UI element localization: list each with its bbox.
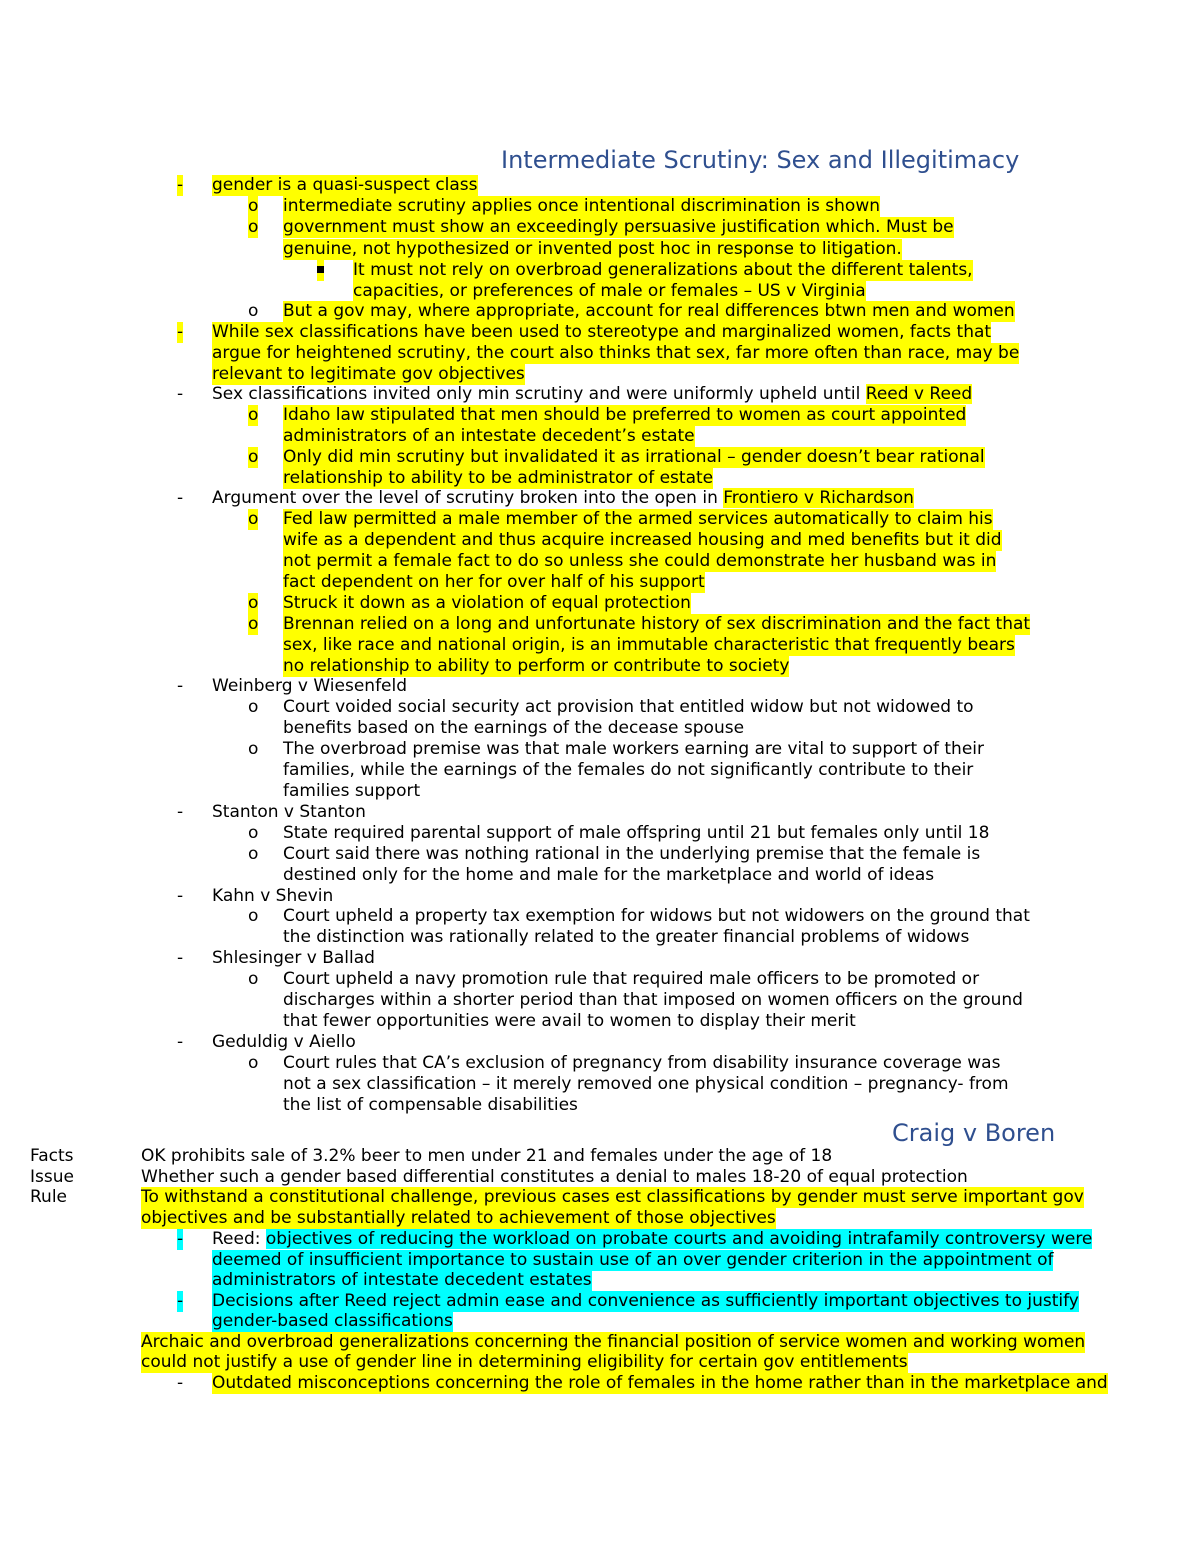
- case-title: Craig v Boren: [892, 1119, 1056, 1147]
- page-title: Intermediate Scrutiny: Sex and Illegitimacy: [501, 146, 1020, 174]
- case-highlight: Frontiero v Richardson: [723, 488, 914, 508]
- case-label: Issue: [30, 1167, 74, 1187]
- case-highlight: Reed v Reed: [865, 384, 973, 404]
- case-label: Rule: [30, 1187, 68, 1207]
- document-page: Intermediate Scrutiny: Sex and Illegitimacy - gender is a quasi-suspect class o intermediate scrutiny applies once intentional discrimination is shown o government must show an exceedingly persuasive justification which. Must be genuine, not hypothesized or invented post hoc in response to litigation. It must not rely on overbroad generalizations about the different talents, capacities, or preferences of male or females – US v Virginia o But a gov may, where appropriate, account for real differences btwn men and women - While sex classifications have been used to stereotype and marginalized women, facts that argue for heightened scrutiny, the court also thinks that sex, far more often than race, may be relevant to legitimate gov objectives - Sex classifications invited only min scrutiny and were uniformly upheld until Reed v Reed o Idaho law stipulated that men should be preferred to women as court appointed administrators of an intestate decedent’s estate o Only did min scrutiny but invalidated it as irrational – gender doesn’t bear rational relationship to ability to be administrator of estate - Argument over the level of scrutiny broken into the open in Frontiero v Richardson o Fed law permitted a male member of the armed services automatically to claim his wife as a dependent and thus acquire increased housing and med benefits but it did not permit a female fact to do so unless she could demonstrate her husband was in fact dependent on her for over half of his support o Struck it down as a violation of equal protection o Brennan relied on a long and unfortunate history of sex discrimination and the fact that sex, like race and national origin, is an immutable characteristic that frequently bears no relationship to ability to perform or contribute to society - Weinberg v Wiesenfeld o Court voided social security act provision that entitled widow but not widowed to benefits based on the earnings of the decease spouse o The overbroad premise was that male workers earning are vital to support of their families, while the earnings of the females do not significantly contribute to their families support - Stanton v Stanton o State required parental support of male offspring until 21 but females only until 18 o Court said there was nothing rational in the underlying premise that the female is destined only for the home and male for the marketplace and world of ideas - Kahn v Shevin o Court upheld a property tax exemption for widows but not widowers on the ground that the distinction was rationally related to the greater financial problems of widows - Shlesinger v Ballad o Court upheld a navy promotion rule that required male officers to be promoted or discharges within a shorter period than that imposed on women officers on the ground that fewer opportunities were avail to women to display their merit - Geduldig v Aiello o Court rules that CA’s exclusion of pregnancy from disability insurance coverage was not a sex classification – it merely removed one physical condition – pregnancy- from the list of compensable disabilities Craig v Boren Facts OK prohibits sale of 3.2% beer to men under 21 and females under the age of 18 Issue Whether such a gender based differential constitutes a denial to males 18-20 of equal protection Rule To withstand a constitutional challenge, previous cases est classifications by gender must serve important gov objectives and be substantially related to achievement of those objectives - Reed: objectives of reducing the workload on probate courts and avoiding intrafamily controversy were deemed of insufficient importance to sustain use of an over gender criterion in the appointment of administrators of intestate decedent estates - Decisions after Reed reject admin ease and convenience as sufficiently important objectives to justify gender-based classifications Archaic and overbroad generalizations concerning the financial position of service women and working women could not justify a use of gender line in determining eligibility for certain gov entitlements - Outdated misconceptions concerning the role of females in the home rather than in the marketplace and: [30, 146, 1108, 1393]
- case-label: Facts: [30, 1146, 74, 1166]
- square-bullet-icon: [317, 260, 324, 281]
